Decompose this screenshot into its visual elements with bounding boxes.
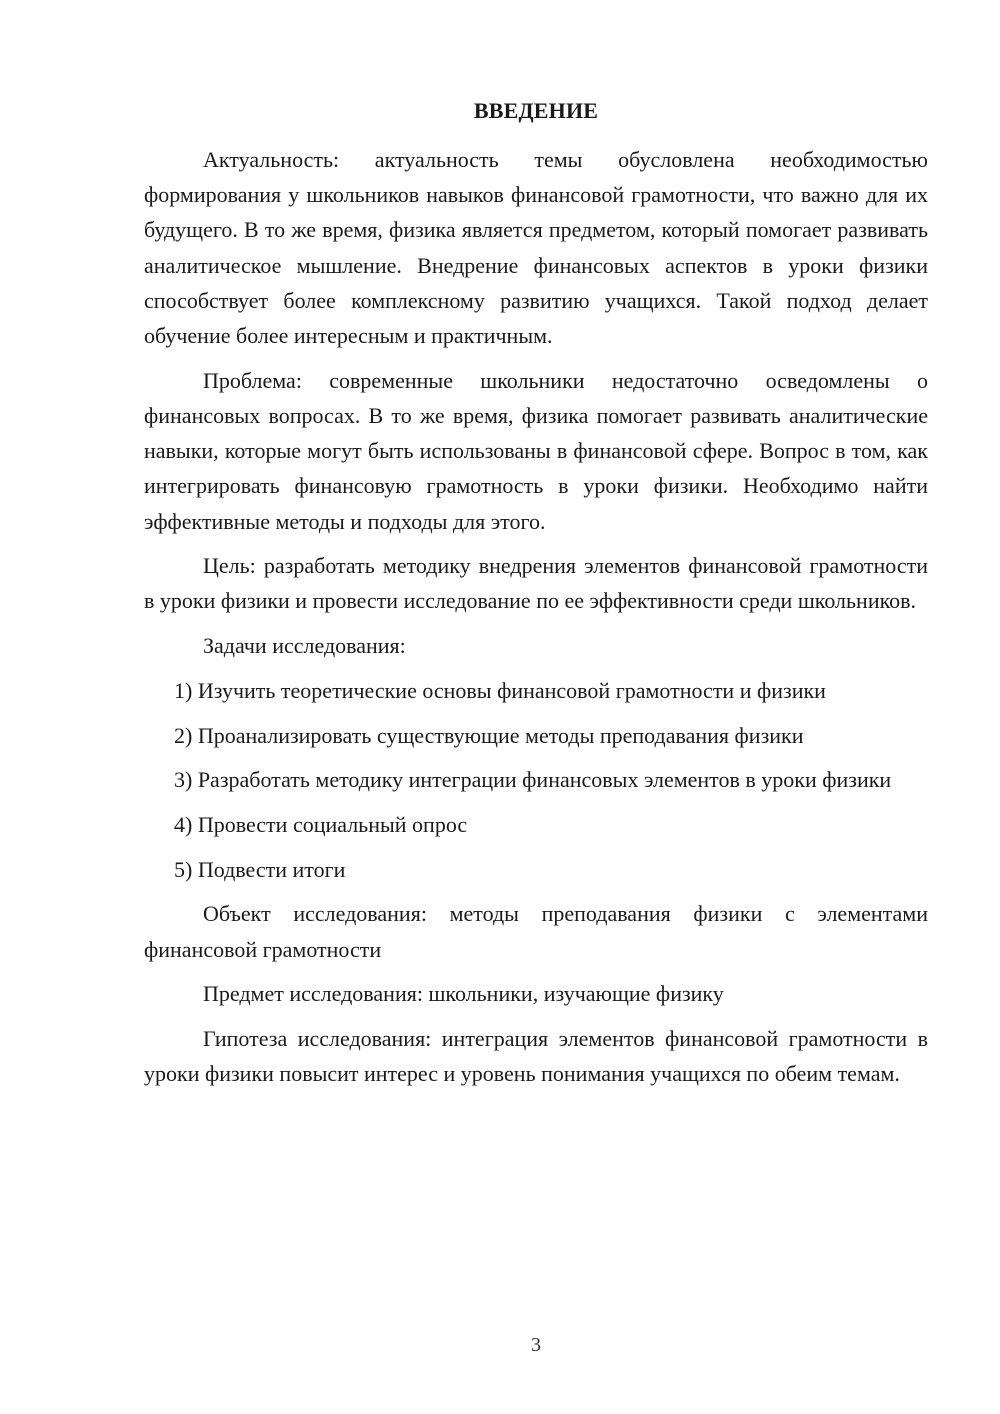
document-page <box>144 0 928 1414</box>
task-item-4: 4) Провести социальный опрос <box>174 811 468 837</box>
paragraph-tasks-heading: Задачи исследования: <box>203 633 406 659</box>
paragraph-relevance: Актуальность: актуальность темы обусловлена необходимостью формирования у школьников навыков финансовой грамотности, что важно для их будущего. В то же время, физика является предметом, который помогает развивать аналитическое мышление. Внедрение финансовых аспектов в уроки физики способствует более комплексному развитию учащихся. Такой подход делает обучение более интересным и практичным. <box>144 147 928 349</box>
task-item-3: 3) Разработать методику интеграции финансовых элементов в уроки физики <box>174 767 892 793</box>
paragraph-hypothesis: Гипотеза исследования: интеграция элементов финансовой грамотности в уроки физики повысит интерес и уровень понимания учащихся по обеим темам. <box>144 1025 928 1087</box>
task-item-2: 2) Проанализировать существующие методы преподавания физики <box>174 722 804 748</box>
paragraph-problem: Проблема: современные школьники недостаточно осведомлены о финансовых вопросах. В то же время, физика помогает развивать аналитические навыки, которые могут быть использованы в финансовой сфере. Вопрос в том, как интегрировать финансовую грамотность в уроки физики. Необходимо найти эффективные методы и подходы для этого. <box>144 367 928 534</box>
page-title: ВВЕДЕНИЕ <box>473 98 599 123</box>
paragraph-subject: Предмет исследования: школьники, изучающие физику <box>203 981 724 1007</box>
paragraph-object: Объект исследования: методы преподавания физики с элементами финансовой грамотности <box>144 901 928 962</box>
paragraph-goal: Цель: разработать методику внедрения элементов финансовой грамотности в уроки физики и провести исследование по ее эффективности среди школьников. <box>144 553 928 614</box>
document-body <box>144 142 928 1101</box>
task-item-1: 1) Изучить теоретические основы финансовой грамотности и физики <box>174 677 826 703</box>
task-item-5: 5) Подвести итоги <box>174 856 346 882</box>
page-number: 3 <box>531 1334 541 1356</box>
